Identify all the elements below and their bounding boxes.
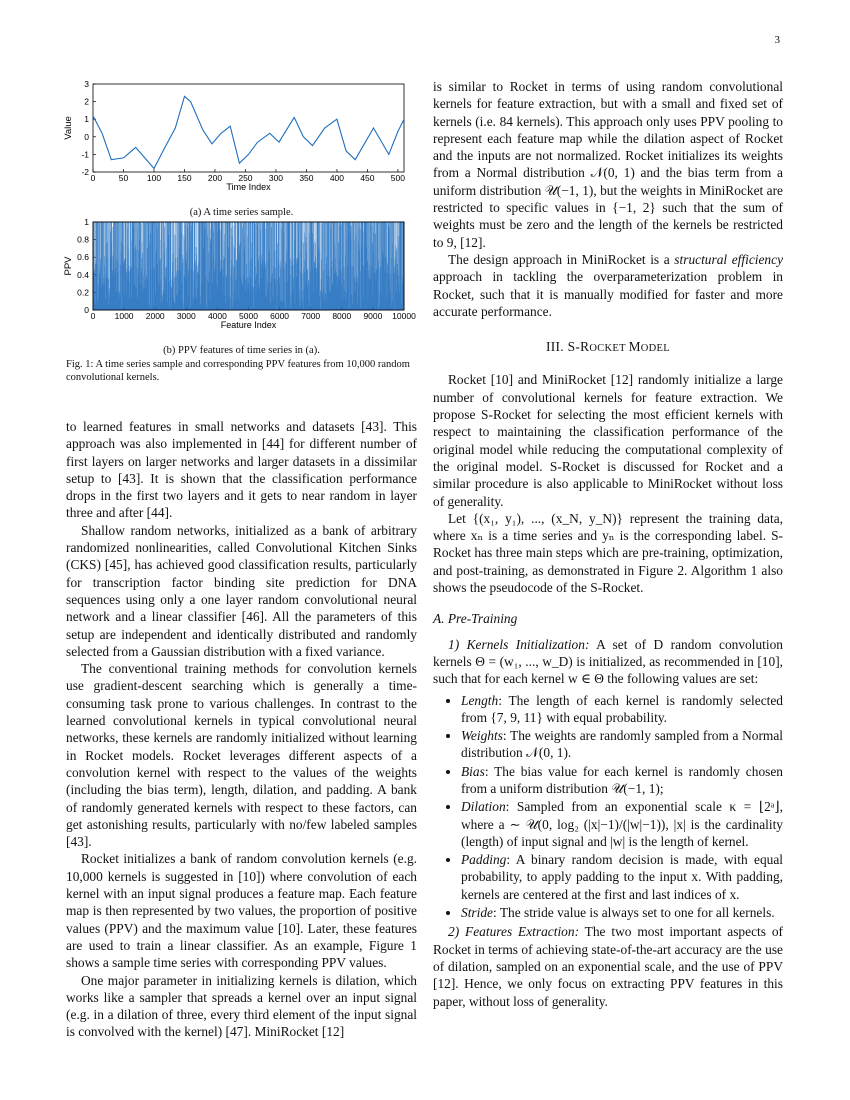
- figure-ppv: [63, 217, 417, 358]
- list-item: [461, 727, 783, 762]
- list-term: Length: [461, 692, 499, 708]
- section-heading: [433, 338, 783, 357]
- list-term: Dilation: [461, 799, 506, 815]
- list-text: : The length of each kernel is randomly selected from {7, 9, 11} with equal probability.: [461, 692, 783, 725]
- list-term: Padding: [461, 852, 507, 868]
- list-term: Weights: [461, 728, 503, 744]
- x-tick-label: 100: [146, 173, 162, 183]
- figure-1-caption: Fig. 1: A time series sample and corresponding PPV features from 10,000 random convolutional kernels.: [66, 359, 410, 383]
- y-tick-label: 1: [84, 217, 89, 227]
- x-tick-label: 1000: [114, 311, 134, 321]
- paragraph: The conventional training methods for convolution kernels use gradient-descent searching which is generally a time-consuming task prone to various challenges. In contrast to the learned convolutional kernels in typical convolutional neural networks, these kernels are randomly initialized without learning in Rocket models. Rocket leverages different aspects of a convolution kernel with respect to the values of the weights (including the bias term), length, dilation, and padding. A bank of randomly generated kernels with respect to these factors, can get astonishing results, particularly with no/few labeled samples [43].: [66, 661, 417, 850]
- y-tick-label: 3: [84, 79, 89, 89]
- paragraph: [433, 636, 783, 688]
- text-run: approach in tackling the overparameterization problem in Rocket, such that it is manually modified for faster and more accurate performance.: [433, 269, 783, 319]
- paragraph: One major parameter in initializing kernels is dilation, which works like a sampler that spreads a kernel over an input signal (e.g. in a dilation of three, every third element of the input signal is convolved with the kernel) [47]. MiniRocket [12]: [66, 972, 417, 1040]
- subsection-heading: A. Pre-Training: [433, 611, 518, 627]
- x-tick-label: 300: [268, 173, 284, 183]
- figure-b-caption: (b) PPV features of time series in (a).: [163, 345, 320, 356]
- left-column: [66, 418, 417, 1041]
- y-tick-label: 0.2: [77, 287, 89, 298]
- series-line: [93, 96, 404, 168]
- list-text: : The bias value for each kernel is randomly chosen from a uniform distribution 𝒰(−1, 1);: [461, 763, 783, 796]
- x-tick-label: 0: [90, 173, 96, 183]
- x-tick-label: 3000: [176, 311, 196, 321]
- paragraph: Rocket initializes a bank of random convolution kernels (e.g. 10,000 kernels is suggested in [10]) where convolution of each kernel with an input signal produces a feature map. Each feature map is then represented by two values, the proportion of positive values (PPV) and the maximum value [10]. Later, these features are used to train a linear classifier. As an example, Figure 1 shows a sample time series with corresponding PPV values.: [66, 851, 417, 971]
- paragraph-heading: 1) Kernels Initialization:: [448, 636, 590, 652]
- x-tick-label: 8000: [332, 311, 352, 321]
- x-tick-label: 10000: [392, 311, 416, 321]
- right-column: [433, 78, 783, 1010]
- section-number: III.: [546, 339, 568, 355]
- y-tick-label: -2: [81, 167, 89, 177]
- ppv-chart: [63, 217, 417, 336]
- list-item: [461, 904, 783, 921]
- list-text: : The weights are randomly sampled from a Normal distribution 𝒩(0, 1).: [461, 728, 783, 761]
- ppv-bars: [93, 222, 404, 310]
- paragraph-heading: 2) Features Extraction:: [448, 924, 580, 940]
- list-item: [461, 798, 783, 850]
- list-term: Stride: [461, 905, 493, 921]
- paragraph: Let {(x₁, y₁), ..., (x_N, y_N)} represent the training data, where xₙ is a time series and yₙ is the corresponding label. S-Rocket has three main steps which are pre-training, optimization, and post-training, as demonstrated in Figure 2. Algorithm 1 also shows the pseudocode of the S-Rocket.: [433, 510, 783, 596]
- text-run: The two most important aspects of Rocket in terms of achieving state-of-the-art accuracy are the use of dilation, sampled on an exponential scale, and the use of PPV [12]. Hence, we only focus on extracting PPV features in this paper, without loss of generality.: [433, 924, 783, 1009]
- emphasis: structural efficiency: [674, 251, 784, 267]
- paragraph: [433, 923, 783, 1009]
- x-tick-label: 350: [299, 173, 314, 183]
- x-tick-label: 250: [238, 173, 253, 183]
- x-tick-label: 9000: [363, 311, 383, 321]
- list-text: : The stride value is always set to one for all kernels.: [493, 905, 775, 921]
- plot-frame: [93, 84, 404, 172]
- y-tick-label: 0.8: [77, 234, 89, 245]
- x-tick-label: 500: [390, 173, 405, 183]
- paragraph: [433, 251, 783, 320]
- x-tick-label: 5000: [239, 311, 258, 321]
- y-tick-label: 1: [84, 114, 89, 125]
- paragraph: Shallow random networks, initialized as a bank of arbitrary randomized nonlinearities, called Convolutional Kitchen Sinks (CKS) [45], has achieved good classification results, particularly for transcription factor binding site prediction for DNA sequences using only a one layer random convolutional neural network and a linear classifier [46]. All the parameters of this setup are independent and identically distributed and randomly selected from a Gaussian distribution with a fixed variance.: [66, 522, 417, 659]
- y-tick-label: 0.4: [77, 269, 89, 280]
- heading-part: S-R: [567, 339, 590, 355]
- text-run: A set of D random convolution kernels Θ = (w₁, ..., w_D) is initialized, as recommended in [10], such that for each kernel w ∈ Θ the following values are set:: [433, 636, 783, 687]
- x-tick-label: 50: [118, 173, 129, 183]
- heading-part: ODEL: [640, 343, 670, 355]
- x-axis-label: Feature Index: [220, 320, 277, 330]
- y-tick-label: 0: [84, 305, 89, 315]
- y-tick-label: -1: [81, 149, 89, 160]
- list-text: : A binary random decision is made, with equal probability, to apply padding to the input x. With padding, kernels are centered at the first and last indices of x.: [461, 852, 783, 902]
- page-number: 3: [774, 34, 780, 46]
- x-tick-label: 2000: [145, 311, 165, 321]
- heading-part: M: [628, 339, 641, 355]
- time-series-chart: [63, 76, 417, 200]
- x-tick-label: 0: [90, 311, 96, 321]
- x-tick-label: 200: [207, 173, 223, 183]
- heading-part: OCKET: [589, 343, 629, 355]
- x-tick-label: 400: [329, 173, 345, 183]
- figure-a-caption: (a) A time series sample.: [189, 207, 294, 218]
- y-axis-label: PPV: [63, 256, 74, 276]
- x-tick-label: 6000: [270, 311, 290, 321]
- y-tick-label: 0.6: [77, 252, 89, 263]
- paragraph: to learned features in small networks and datasets [43]. This approach was also implemented in [44] for different number of first layers on larger networks and larger datasets in a dissimilar setup to [43]. It is shown that the classification performance drops in the first two layers and it gets to near random in layer three and after [44].: [66, 419, 417, 521]
- figure-time-series: [63, 76, 417, 218]
- y-axis-label: Value: [63, 116, 74, 140]
- list-item: [461, 851, 783, 903]
- paragraph: Rocket [10] and MiniRocket [12] randomly initialize a large number of convolutional kernels for feature extraction. We propose S-Rocket for selecting the most efficient kernels with respect to maintaining the classification performance of the original model while reducing the computational complexity of the original model. S-Rocket is discussed for Rocket and a similar procedure is also applicable to MiniRocket without loss of generality.: [433, 372, 783, 509]
- x-tick-label: 150: [177, 173, 192, 183]
- x-tick-label: 7000: [301, 311, 321, 321]
- x-axis-label: Time Index: [226, 182, 271, 192]
- text-run: The design approach in MiniRocket is a: [448, 251, 675, 267]
- parameter-list: [433, 692, 783, 922]
- paragraph: is similar to Rocket in terms of using random convolutional kernels for feature extraction, but with a small and fixed set of kernels (i.e. 84 kernels). This approach only uses PPV pooling to represent each feature map while the dilation aspect of Rocket and the inputs are not normalized. Rocket initializes its weights from a Normal distribution 𝒩(0, 1) and the bias term from a uniform distribution 𝒰(−1, 1), but the weights in MiniRocket are restricted to specific values in {−1, 2} such that the sum of weights must be zero and the length of the kernels be restricted to 9, [12].: [433, 79, 783, 250]
- list-text: : Sampled from an exponential scale κ = ⌊2ᵃ⌋, where a ∼ 𝒰(0, log₂ (|x|−1)/(|w|−1)), |x| is the cardinality (length) of input signal and |w| is the length of kernel.: [461, 799, 783, 849]
- x-tick-label: 450: [360, 173, 375, 183]
- list-item: [461, 692, 783, 727]
- y-tick-label: 2: [84, 96, 89, 107]
- list-term: Bias: [461, 763, 485, 779]
- list-item: [461, 763, 783, 798]
- x-tick-label: 4000: [207, 311, 227, 321]
- y-tick-label: 0: [84, 131, 89, 142]
